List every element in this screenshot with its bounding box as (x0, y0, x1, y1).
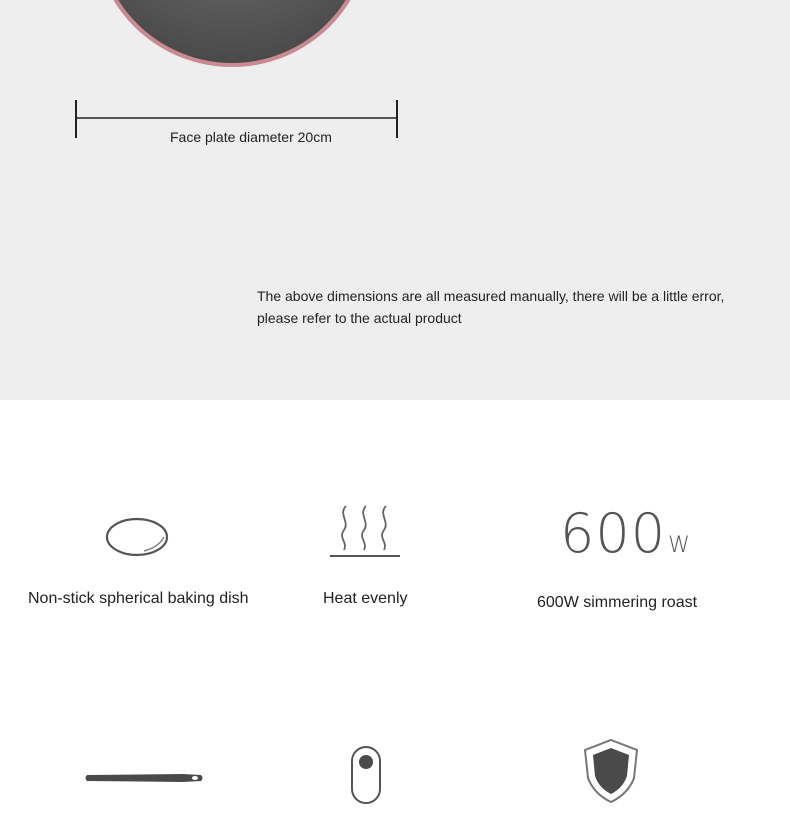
oval-dish-icon (104, 515, 170, 559)
diameter-label: Face plate diameter 20cm (170, 129, 332, 145)
dimensions-panel (0, 0, 790, 400)
heat-waves-icon (328, 500, 402, 560)
note-line-2: please refer to the actual product (257, 310, 462, 326)
power-number: 600 (560, 502, 667, 565)
round-plate-icon (92, 0, 372, 68)
power-unit: W (668, 533, 690, 558)
measurement-note (257, 285, 777, 329)
shield-icon (582, 738, 640, 804)
switch-knob-icon (350, 745, 382, 805)
baking-dish-label: Non-stick spherical baking dish (28, 590, 249, 607)
spatula-icon (83, 770, 205, 786)
power-rating (560, 502, 690, 565)
power-label: 600W simmering roast (537, 594, 698, 611)
heat-evenly-label: Heat evenly (323, 590, 408, 607)
note-line-1: The above dimensions are all measured manually, there will be a little error, (257, 288, 725, 304)
